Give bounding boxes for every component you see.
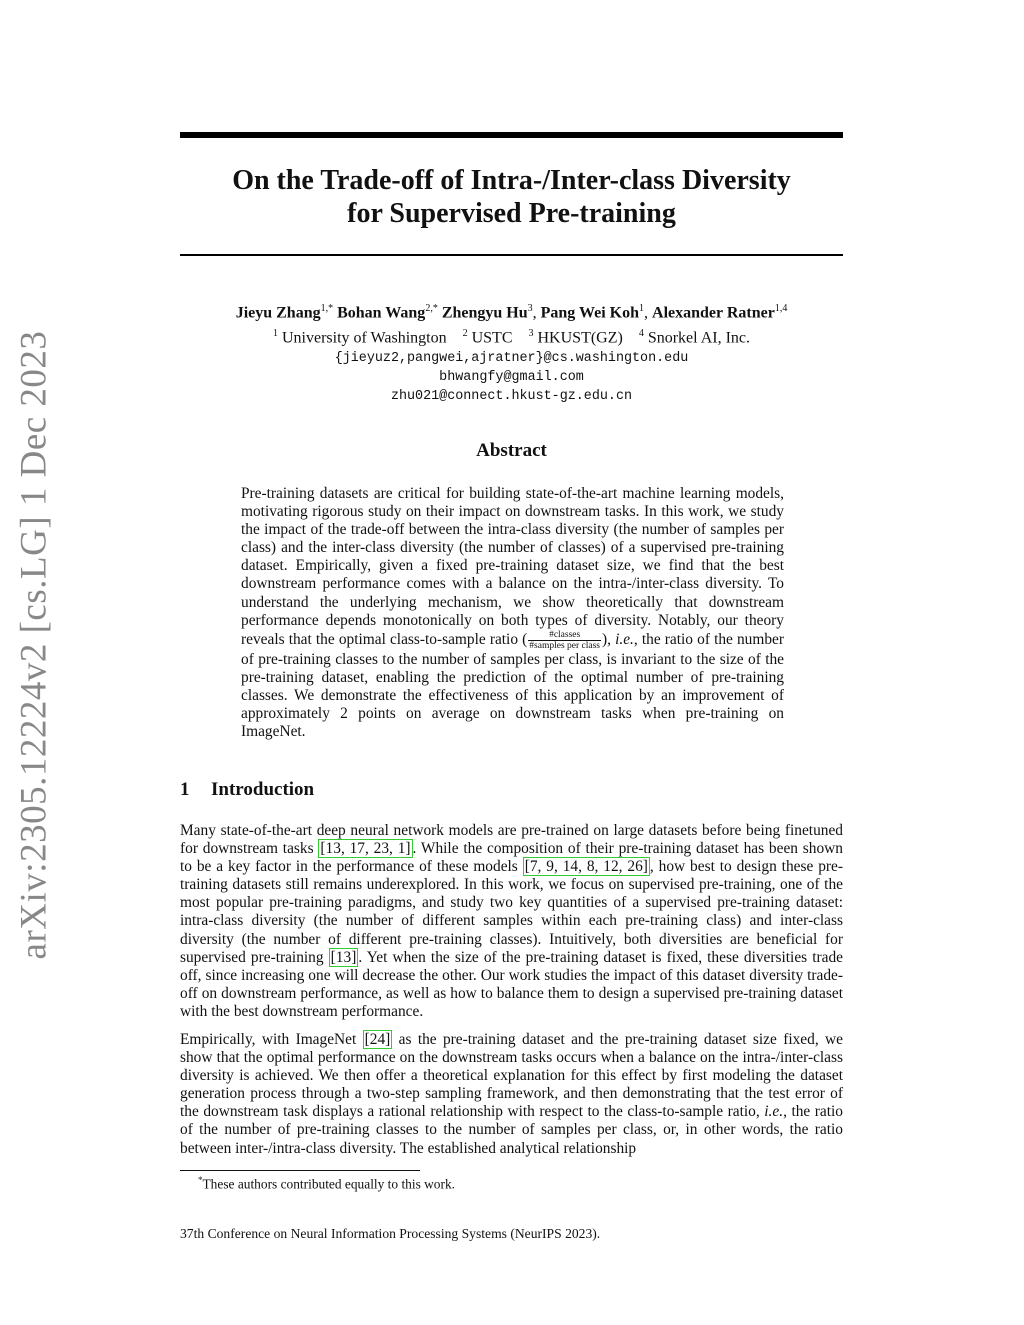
- top-rule: [180, 132, 843, 138]
- arxiv-id: arXiv:2305.12224v2 [cs.LG] 1 Dec 2023: [13, 330, 55, 960]
- footnote-rule: [180, 1170, 420, 1171]
- abstract-body: Pre-training datasets are critical for building state-of-the-art machine learning models, motivating rigorous study on their impact on downstream tasks. In this work, we study the impact of the trade-off between the intra-class diversity (the number of samples per class) and the inter-class diversity (the number of classes) of a supervised pre-training dataset. Empirically, given a fixed pre-training dataset size, we find that the best downstream performance comes with a balance on the intra-/inter-class diversity. To understand the underlying mechanism, we show theoretically that downstream performance depends monotonically on both types of diversity. Notably, our theory reveals that the optimal class-to-sample ratio ( $\frac{\text{\#classes}}{\text{\#samples per class}}$ ), i.e., the ratio of the number of pre-training classes to the number of samples per class, is invariant to the size of the pre-training dataset, enabling the prediction of the optimal number of pre-training classes. We demonstrate the effectiveness of this application by an improvement of approximately 2 points on average on downstream tasks when pre-training on ImageNet.: [241, 485, 785, 741]
- arxiv-side-stamp: [8, 330, 60, 960]
- title-line-2: for Supervised Pre-training: [347, 198, 676, 229]
- paper-title: [180, 164, 843, 230]
- intro-text: . While the composition of their pre-training dataset has been shown to be a key factor in the performance of these models: [180, 840, 843, 876]
- footnote: [198, 1175, 455, 1192]
- intro-text: . Yet when the size of the pre-training dataset is fixed, these diversities trade off, since increasing one will decrease the other. Our work studies the impact of this dataset diversity trade-off on downstream performance, as well as how to balance them to design a supervised pre-training dataset with the best downstream performance.: [180, 948, 843, 1020]
- author-name: Jieyu Zhang: [235, 304, 321, 322]
- ie-italic: i.e.: [764, 1103, 784, 1121]
- intro-text: , the ratio of the number of pre-training classes to the number of samples per class, or, in other words, the ratio between inter-/intra-class diversity. The established analytical relationship: [180, 1103, 843, 1157]
- section-heading: [180, 779, 314, 801]
- author-name: Bohan Wang: [337, 304, 426, 322]
- author-names: Jieyu Zhang$^{1,*}$ Bohan Wang$^{2,*}$ Zhengyu Hu$^3$, Pang Wei Koh$^1$, Alexander Ratner$^{1,4}$: [235, 303, 788, 322]
- author-sup: 1,*: [320, 303, 334, 314]
- ie-italic: i.e.: [615, 630, 634, 648]
- citation-link[interactable]: [7, 9, 14, 8, 12, 26]: [524, 858, 648, 876]
- citation-link[interactable]: [24]: [364, 1031, 391, 1048]
- affil-sup: 4: [638, 328, 644, 340]
- affiliation: Snorkel AI, Inc.: [647, 329, 751, 347]
- author-sup: 2,*: [425, 303, 438, 314]
- author-sup: 1: [639, 303, 645, 314]
- abstract-text: , the ratio of the number of pre-training classes to the number of samples per class, is invariant to the size of the pre-training dataset, enabling the prediction of the optimal number of pre-training classes. We demonstrate the effectiveness of this application by an improvement of approximately 2 points on average on downstream tasks when pre-training on ImageNet.: [241, 630, 785, 741]
- ratio-fraction: [528, 630, 601, 651]
- footnote-text: These authors contributed equally to this work.: [202, 1176, 456, 1192]
- intro-text: as the pre-training dataset and the pre-training dataset size fixed, we show that the optimal performance on the downstream tasks occurs when a balance on the intra-/inter-class diversity is achieved. We then offer a theoretical explanation for this effect by first modeling the dataset generation process through a two-step sampling framework, and then demonstrating that the test error of the downstream task displays a rational relationship with respect to the class-to-sample ratio,: [180, 1031, 843, 1121]
- intro-paragraph-2: [180, 1031, 843, 1158]
- affil-sup: 3: [528, 328, 534, 340]
- fraction-denominator: #samples per class: [529, 640, 600, 651]
- affiliations: [180, 323, 843, 348]
- intro-text: Empirically, with ImageNet: [180, 1031, 363, 1048]
- abstract-heading: Abstract: [476, 440, 547, 461]
- venue-footer: 37th Conference on Neural Information Processing Systems (NeurIPS 2023).: [180, 1226, 601, 1241]
- section-number: 1: [180, 779, 190, 800]
- affiliation: HKUST(GZ): [537, 329, 623, 347]
- abstract-text: Pre-training datasets are critical for building state-of-the-art machine learning models, motivating rigorous study on their impact on downstream tasks. In this work, we study the impact of the trade-off between the intra-class diversity (the number of samples per class) and the inter-class diversity (the number of classes) of a supervised pre-training dataset. Empirically, given a fixed pre-training dataset size, we find that the best downstream performance comes with a balance on the intra-/inter-class diversity. To understand the underlying mechanism, we show theoretically that downstream performance depends monotonically on both types of diversity. Notably, our theory reveals that the optimal class-to-sample ratio: [241, 485, 784, 648]
- citation-link[interactable]: [13]: [330, 948, 357, 966]
- section-title: Introduction: [211, 779, 315, 800]
- email: bhwangfy@gmail.com: [439, 369, 584, 385]
- author-name: Alexander Ratner: [652, 304, 775, 322]
- affiliation: USTC: [471, 329, 513, 347]
- author-name: Zhengyu Hu: [441, 304, 528, 322]
- title-bottom-rule: [180, 254, 843, 256]
- fraction-numerator: #classes: [528, 630, 601, 641]
- email: zhu021@connect.hkust-gz.edu.cn: [390, 388, 633, 404]
- footnote-mark: *: [198, 1175, 203, 1185]
- author-sup: 1,4: [774, 303, 788, 314]
- email: {jieyuz2,pangwei,ajratner}@cs.washington.edu: [334, 350, 689, 366]
- title-line-1: On the Trade-off of Intra-/Inter-class Diversity: [232, 165, 791, 196]
- affiliation: University of Washington: [281, 329, 447, 347]
- author-name: Pang Wei Koh: [540, 304, 640, 322]
- author-sup: 3: [527, 303, 533, 314]
- citation-link[interactable]: [13, 17, 23, 1]: [320, 840, 411, 858]
- affil-sup: 1: [272, 328, 278, 340]
- affil-sup: 2: [462, 328, 468, 340]
- intro-text: Many state-of-the-art deep neural network models are pre-trained on large datasets before being finetuned for downstream tasks: [180, 822, 843, 858]
- intro-text: , how best to design these pre-training datasets still remains underexplored. In this work, we focus on supervised pre-training, one of the most popular pre-training paradigms, and study two key quantities of a supervised pre-training dataset: intra-class diversity (the number of different samples within each pre-training class) and inter-class diversity (the number of different pre-training classes). Intuitively, both diversities are beneficial for supervised pre-training: [180, 858, 843, 966]
- author-block: [180, 298, 843, 406]
- intro-paragraph-1: [180, 822, 843, 1021]
